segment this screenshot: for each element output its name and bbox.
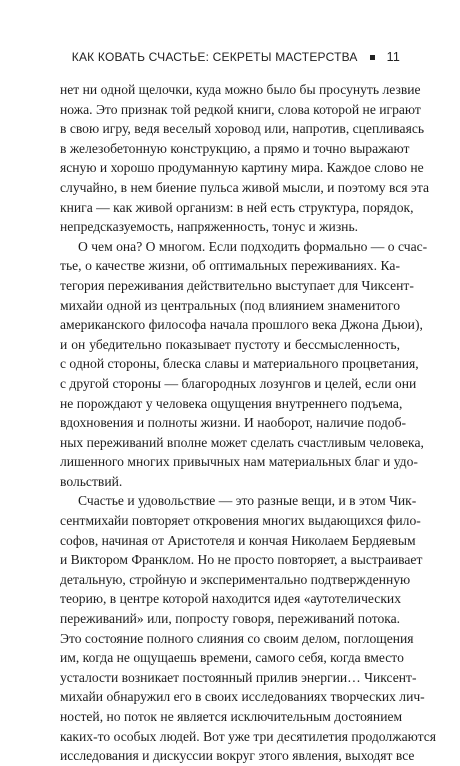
- text-line: лишенного многих привычных нам материальных благ и удо-: [60, 454, 418, 470]
- text-line: случайно, в нем биение пульса живой мысли, и поэтому вся эта: [60, 179, 429, 195]
- text-line: с другой стороны — благородных лозунгов и целей, если они: [60, 375, 417, 391]
- text-line: и он убедительно показывает пустоту и бессмысленность,: [60, 336, 400, 352]
- running-title: КАК КОВАТЬ СЧАСТЬЕ: СЕКРЕТЫ МАСТЕРСТВА: [71, 50, 358, 64]
- text-line: американского философа начала прошлого века Джона Дьюи),: [60, 317, 423, 333]
- text-line: сентмихайи повторяет откровения многих выдающихся фило-: [60, 513, 421, 529]
- square-bullet-icon: [370, 55, 375, 60]
- paragraph: [60, 80, 429, 237]
- text-line: непредсказуемость, напряженность, тонус и жизнь.: [60, 219, 359, 235]
- text-line: теорию, в центре которой находится идея «аутотелических: [60, 591, 402, 607]
- text-line: им, когда не ощущаешь времени, самого себя, когда вместо: [60, 650, 404, 666]
- running-header: [60, 50, 400, 64]
- text-line: тегория переживания действительно выступает для Чиксент-: [60, 277, 414, 293]
- text-line: в свою игру, ведя веселый хоровод или, напротив, сцепливаясь: [60, 121, 425, 137]
- text-line: софов, начиная от Аристотеля и кончая Николаем Бердяевым: [60, 532, 416, 548]
- text-line: ностей, но поток не является исключительным достоянием: [60, 709, 403, 724]
- text-line: михайи одной из центральных (под влиянием знаменитого: [60, 297, 400, 313]
- text-line: тье, о качестве жизни, об оптимальных переживаниях. Ка-: [60, 258, 400, 274]
- text-line: исследования и дискуссии вокруг этого явления, выходят все: [60, 748, 415, 764]
- paragraph: [60, 237, 428, 492]
- text-line: вдохновения и полноты жизни. И наоборот, наличие подоб-: [60, 415, 407, 431]
- text-line: ных переживаний вполне может сделать счастливым человека,: [60, 434, 424, 450]
- text-line: с одной стороны, блеска славы и материального процветания,: [60, 356, 419, 372]
- text-line: и Виктором Франклом. Но не просто повторяет, а выстраивает: [60, 552, 423, 568]
- text-line: Счастье и удовольствие — это разные вещи, и в этом Чик-: [78, 493, 417, 509]
- text-line: ясную и хорошо продуманную картину мира. Каждое слово не: [60, 160, 424, 176]
- text-line: Это состояние полного слияния со своим делом, поглощения: [60, 630, 414, 646]
- text-line: ножа. Это признак той редкой книги, слова которой не играют: [60, 101, 421, 117]
- text-line: О чем она? О многом. Если подходить формально — о счас-: [78, 238, 428, 254]
- text-line: книга — как живой организм: в ней есть структура, порядок,: [60, 199, 414, 215]
- text-line: детальную, стройную и экспериментально подтвержденную: [60, 571, 411, 587]
- text-line: усталости возникает постоянный прилив энергии… Чиксент-: [60, 669, 417, 685]
- text-line: в железобетонную конструкцию, а прямо и точно выражают: [60, 140, 410, 156]
- text-line: вольствий.: [60, 473, 123, 489]
- page-number: 11: [386, 50, 400, 64]
- text-line: переживаний» или, попросту говоря, переживаний потока.: [60, 611, 401, 627]
- text-line: михайи обнаружил его в своих исследованиях творческих лич-: [60, 689, 425, 705]
- body-text: [60, 80, 436, 766]
- text-line: не порождают у человека ощущения внутреннего подъема,: [60, 395, 403, 411]
- paragraph: [60, 491, 436, 765]
- text-line: нет ни одной щелочки, куда можно было бы просунуть лезвие: [60, 82, 421, 97]
- text-line: каких-то особых людей. Вот уже три десятилетия продолжаются: [60, 728, 436, 744]
